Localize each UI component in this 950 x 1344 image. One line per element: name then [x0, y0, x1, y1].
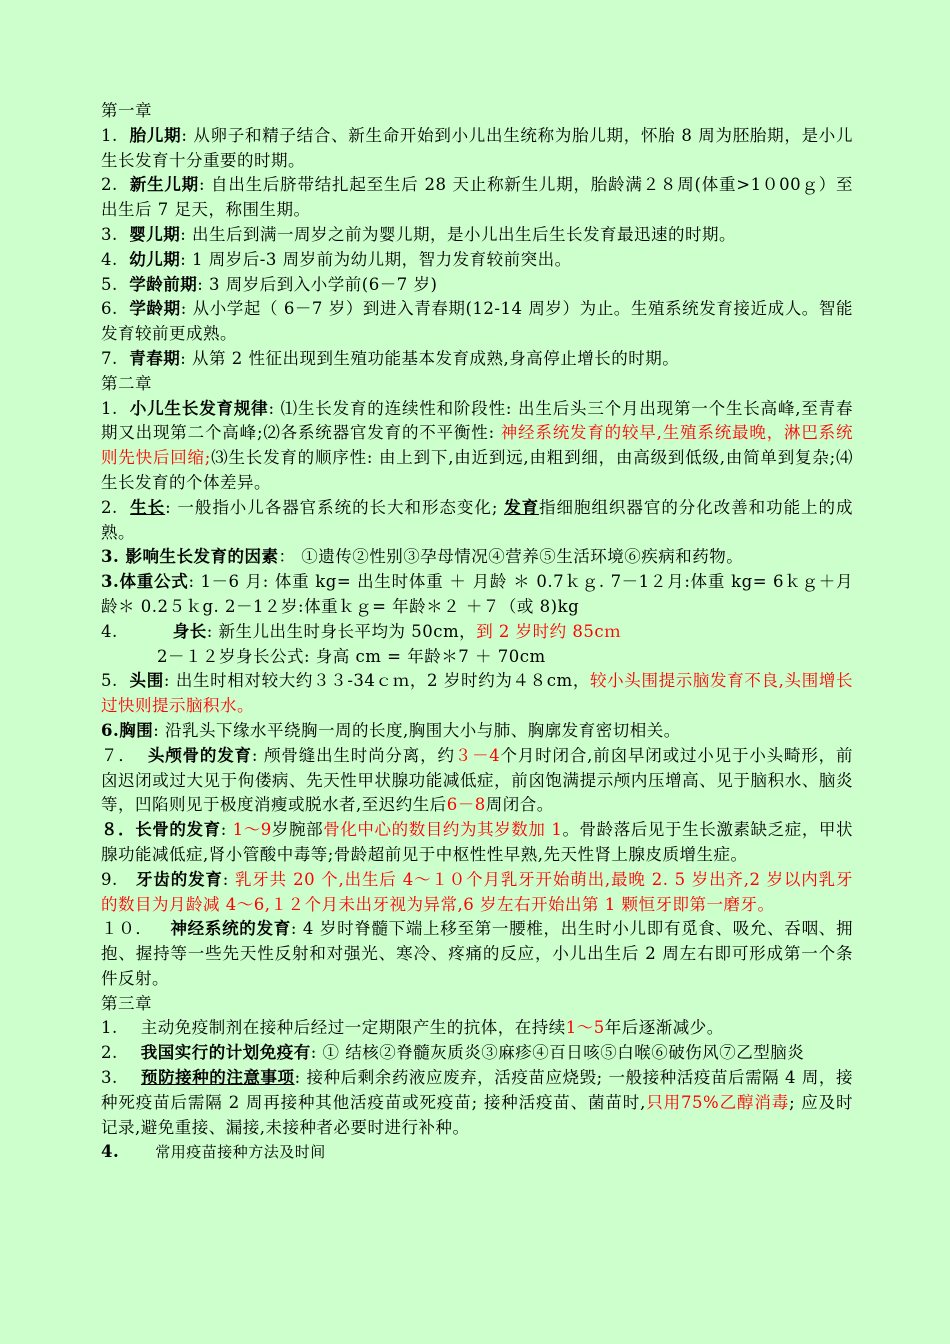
para-2-7	[101, 719, 853, 744]
term: 影响生长发育的因素	[125, 547, 279, 567]
item-number: 3.	[101, 572, 120, 592]
para-2-5-formula	[101, 645, 853, 670]
item-number: 5.	[101, 671, 130, 691]
highlight-text: 1～5	[565, 1018, 605, 1038]
para-2-4	[101, 570, 853, 620]
item-number: ８．	[101, 820, 136, 840]
term: 生长	[130, 497, 166, 517]
term: 体重公式	[119, 572, 189, 592]
chapter-1-heading: 第一章	[101, 101, 152, 120]
item-text: : 3 周岁后到入小学前(6－7 岁)	[197, 274, 438, 294]
item-text: 2－１２岁身长公式: 身高 cm = 年龄＊7 ＋ 70cm	[157, 646, 546, 666]
item-number: 3.	[101, 1068, 141, 1088]
item-number: 2.	[101, 497, 131, 517]
term: 学龄前期	[129, 274, 198, 294]
item-text: : 颅骨缝出生时尚分离，约	[251, 745, 455, 765]
para-2-3	[101, 545, 853, 570]
para-2-9	[101, 818, 853, 868]
item-number: １０．	[101, 919, 171, 939]
item-number: 1.	[101, 398, 130, 418]
chapter-2-heading: 第二章	[101, 373, 152, 393]
item-number: ７．	[101, 745, 148, 765]
item-number: 4.	[101, 621, 118, 641]
item-text: :	[222, 869, 235, 889]
term: 新生儿期	[129, 175, 199, 195]
item-text: : 4 岁时脊髓下端上移至第一腰椎，出生时小儿即有觅食、吸允、吞咽、拥抱、握持等一些先天性反射和对强光、寒冷、疼痛的反应，小儿出生后 2 周左右即可形成第一个条件反射。	[101, 919, 853, 988]
item-number: 5.	[101, 274, 130, 294]
term: 头颅骨的发育	[147, 745, 252, 765]
item-text: : ① 结核②脊髓灰质炎③麻疹④百日咳⑤白喉⑥破伤风⑦乙型脑炎	[310, 1043, 805, 1063]
item-number: 3.	[101, 547, 126, 567]
item-text: : 从第 2 性征出现到生殖功能基本发育成熟,身高停止增长的时期。	[180, 348, 680, 368]
para-3-3	[101, 1066, 853, 1140]
item-number: 6.	[101, 720, 120, 740]
item-text: : 1 周岁后-3 周岁前为幼儿期，智力发育较前突出。	[180, 249, 572, 269]
highlight-text: 乳牙共 20 个,出生后 4～１０个月乳牙开始萌出,最晚 2. 5 岁出齐,2 岁以内乳牙的数目为月龄减 4～6,１２个月未出牙视为异常,6 岁左右开始出第 1 颗恒牙即第一磨牙。	[101, 869, 854, 914]
term: 青春期	[129, 348, 181, 368]
para-3-2	[101, 1041, 853, 1066]
item-number: 4.	[101, 1142, 120, 1162]
item-text: : 新生儿出生时身长平均为 50cm，	[206, 621, 477, 641]
term: 幼儿期	[129, 249, 181, 269]
item-number: 2.	[101, 175, 130, 195]
item-text: 指细胞组织器官的分化改善和功能上的成熟。	[101, 497, 853, 542]
item-text: 常用疫苗接种方法及时间	[155, 1143, 326, 1162]
item-text: 岁腕部	[271, 820, 324, 840]
item-text: : 一般指小儿各器官系统的长大和形态变化;	[165, 497, 505, 517]
para-1-1	[101, 124, 853, 174]
term: 胸围	[119, 720, 154, 740]
para-2-2	[101, 496, 853, 546]
item-number: 2.	[101, 1043, 141, 1063]
para-1-4	[101, 248, 853, 273]
item-text: :	[220, 820, 233, 840]
term: 发育	[504, 497, 540, 517]
item-text: : 从卵子和精子结合、新生命开始到小儿出生统称为胎儿期，怀胎 8 周为胚胎期，是小儿生长发育十分重要的时期。	[101, 125, 854, 170]
term: 身长	[172, 621, 207, 641]
highlight-text: 6－8	[446, 795, 486, 815]
para-3-4	[101, 1140, 853, 1165]
item-text: 周闭合。	[485, 795, 554, 815]
term: 我国实行的计划免疫有	[140, 1043, 311, 1063]
para-1-6	[101, 297, 853, 347]
term: 长骨的发育	[135, 820, 221, 840]
term: 学龄期	[129, 299, 181, 319]
item-text: ： ①遗传②性别③孕母情况④营养⑤生活环境⑥疾病和药物。	[278, 547, 744, 567]
item-text: : 1－6 月: 体重 kg= 出生时体重 ＋ 月龄 ＊ 0.7ｋｇ. 7－1２月:体重 kg= 6ｋｇ＋月龄＊ 0.2５ｋg. 2－1２岁:体重ｋｇ= 年龄＊２ ＋７（或 8)kg	[101, 572, 853, 616]
item-text: ⑶生长发育的顺序性: 由上到下,由近到远,由粗到细，由高级到低级,由简单到复杂;⑷生长发育的个体差异。	[101, 448, 853, 492]
highlight-text: 1～9	[232, 820, 272, 840]
item-text: : 自出生后脐带结扎起至生后 28 天止称新生儿期，胎龄满２８周(体重>1０00ｇ）至出生后 7 足天，称围生期。	[101, 175, 854, 220]
para-3-1	[101, 1016, 853, 1041]
item-number: 4.	[101, 249, 130, 269]
item-text: : 接种后剩余药液应废弃，活疫苗应烧毁; 一般接种活疫苗后需隔 4 周，接种死疫苗后需隔 2 周再接种其他活疫苗或死疫苗; 接种活疫苗、菌苗时,	[101, 1068, 853, 1112]
term: 婴儿期	[129, 224, 181, 244]
item-text: : 出生后到满一周岁之前为婴儿期，是小儿出生后生长发育最迅速的时期。	[180, 224, 737, 244]
item-text: : 沿乳头下缘水平绕胸一周的长度,胸围大小与肺、胸廓发育密切相关。	[153, 720, 681, 740]
para-1-7	[101, 347, 853, 372]
item-number: 6.	[101, 299, 130, 319]
para-2-1	[101, 397, 853, 496]
term: 胎儿期	[129, 125, 182, 145]
term: 牙齿的发育	[136, 869, 223, 889]
term: 神经系统的发育	[170, 919, 291, 939]
item-text: 个月时闭合,前囟早闭或过小见于小头畸形，前囟迟闭或过大见于佝偻病、先天性甲状腺功能减低症，前囟饱满提示颅内压增高、见于脑积水、脑炎等，凹陷则见于极度消瘦或脱水者,至迟约生后	[101, 745, 854, 815]
item-text: 年后逐渐减少。	[604, 1018, 724, 1038]
term: 小儿生长发育规律	[129, 398, 269, 418]
para-2-8	[101, 744, 853, 818]
highlight-text: ３－4	[454, 745, 501, 765]
term: 预防接种的注意事项	[141, 1068, 295, 1088]
term: 头围	[129, 671, 164, 691]
item-number: 9.	[101, 869, 137, 889]
item-text: : 出生时相对较大约３３-34ｃｍ，2 岁时约为４８cm，	[163, 671, 590, 691]
para-1-2	[101, 173, 853, 223]
para-2-11	[101, 917, 853, 991]
chapter-3-heading: 第三章	[101, 993, 152, 1013]
item-text: : 从小学起（ 6－7 岁）到进入青春期(12-14 周岁）为止。生殖系统发育接近成人。智能发育较前更成熟。	[101, 299, 853, 344]
highlight-text: 神经系统发育的较早,生殖系统最晚，淋巴系统则先快后回缩;	[101, 423, 853, 468]
highlight-text: 到 2 岁时约 85cｍ	[476, 621, 622, 641]
document-body	[101, 99, 853, 1165]
item-text: 主动免疫制剂在接种后经过一定期限产生的抗体，在持续	[140, 1018, 566, 1038]
para-2-6	[101, 669, 853, 719]
item-text: : ⑴生长发育的连续性和阶段性: 出生后头三个月出现第一个生长高峰,至青春期又出现第二个高峰;⑵各系统器官发育的不平衡性:	[101, 398, 854, 443]
para-1-5	[101, 273, 853, 298]
para-1-3	[101, 223, 853, 248]
item-number: 7.	[101, 348, 130, 368]
highlight-text: 只用75%乙醇消毒	[645, 1092, 790, 1112]
para-2-5	[101, 620, 853, 645]
item-number: 3.	[101, 224, 130, 244]
para-2-10	[101, 868, 853, 918]
item-number: 1.	[101, 125, 130, 145]
item-text: 。骨龄落后见于生长激素缺乏症，甲状腺功能减低症,肾小管酸中毒等;骨龄超前见于中枢性性早熟,先天性肾上腺皮质增生症。	[101, 820, 854, 864]
highlight-text: 骨化中心的数目约为其岁数加 1	[323, 820, 563, 840]
highlight-text: 较小头围提示脑发育不良,头围增长过快则提示脑积水。	[101, 671, 854, 716]
item-text: ; 应及时记录,避免重接、漏接,未接种者必要时进行补种。	[101, 1092, 853, 1137]
item-number: 1.	[101, 1018, 141, 1038]
